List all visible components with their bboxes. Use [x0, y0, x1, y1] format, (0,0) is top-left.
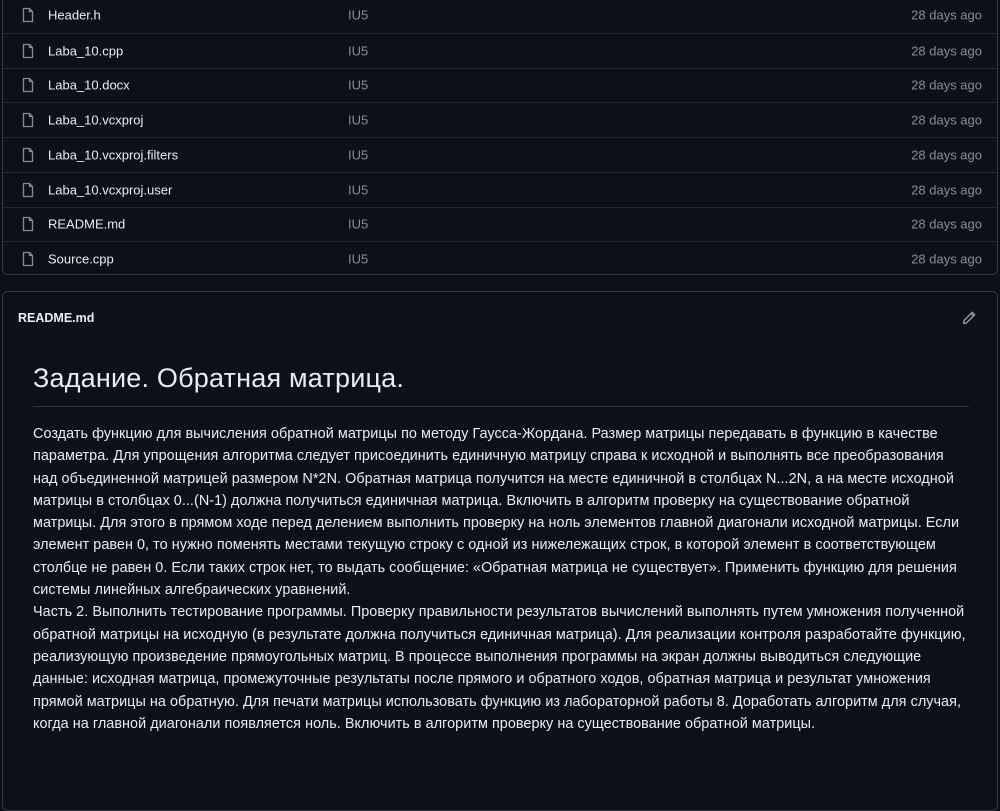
- file-row[interactable]: [3, 102, 997, 137]
- commit-message[interactable]: IU5: [348, 182, 369, 198]
- commit-age: 28 days ago: [911, 43, 982, 59]
- file-row[interactable]: [3, 0, 997, 33]
- file-name[interactable]: Header.h: [48, 7, 101, 23]
- commit-age: 28 days ago: [911, 251, 982, 267]
- commit-message[interactable]: IU5: [348, 43, 369, 59]
- file-list: [2, 0, 998, 275]
- file-icon: [20, 112, 36, 128]
- readme-panel: [2, 291, 998, 811]
- commit-age: 28 days ago: [911, 147, 982, 163]
- pencil-icon[interactable]: [961, 310, 977, 326]
- file-icon: [20, 251, 36, 267]
- commit-age: 28 days ago: [911, 216, 982, 232]
- file-row[interactable]: [3, 241, 997, 275]
- commit-message[interactable]: IU5: [348, 112, 369, 128]
- file-name[interactable]: Source.cpp: [48, 251, 114, 267]
- file-icon: [20, 147, 36, 163]
- file-name[interactable]: Laba_10.cpp: [48, 43, 124, 59]
- readme-paragraph: Создать функцию для вычисления обратной матрицы по методу Гаусса-Жордана. Размер матрицы передавать в функцию в качестве параметра. Для упрощения алгоритма следует присоединить единичную матрицу справа к исходной и выполнять все преобразования над объединенной матрицей размером N*2N. Обратная матрица получится на месте единичной в столбцах N...2N, а на месте исходной матрицы в столбцах 0...(N-1) должна получиться единичная матрица. Включить в алгоритм проверку на существование обратной матрицы. Для этого в прямом ходе перед делением выполнить проверку на ноль элементов главной диагонали исходной матрицы. Если элемент равен 0, то нужно поменять местами текущую строку с одной из нижележащих строк, в которой элемент в соответствующем столбце не равен 0. Если таких строк нет, то выдать сообщение: «Обратная матрица не существует». Применить функцию для решения системы линейных алгебраических уравнений. Часть 2. Выполнить тестирование программы. Проверку правильности результатов вычислений выполнять путем умножения полученной обратной матрицы на исходную (в результате должна получиться единичная матрица). Для реализации контроля разработайте функцию, реализующую произведение прямоугольных матриц. В процессе выполнения программы на экран должны выводиться следующие данные: исходная матрица, промежуточные результаты после прямого и обратного ходов, обратная матрица и результат умножения прямой матрицы на обратную. Для печати матрицы использовать функцию из лабораторной работы 8. Доработать алгоритм для случая, когда на главной диагонали появляется ноль. Включить в алгоритм проверку на существование обратной матрицы.: [33, 426, 966, 732]
- file-name[interactable]: Laba_10.vcxproj: [48, 112, 144, 128]
- file-name[interactable]: Laba_10.vcxproj.filters: [48, 147, 179, 163]
- file-row[interactable]: [3, 172, 997, 207]
- commit-message[interactable]: IU5: [348, 216, 369, 232]
- commit-age: 28 days ago: [911, 182, 982, 198]
- readme-title: README.md: [18, 311, 95, 325]
- commit-message[interactable]: IU5: [348, 147, 369, 163]
- commit-message[interactable]: IU5: [348, 7, 369, 23]
- file-icon: [20, 43, 36, 59]
- file-row[interactable]: [3, 68, 997, 103]
- commit-age: 28 days ago: [911, 7, 982, 23]
- commit-message[interactable]: IU5: [348, 77, 369, 93]
- commit-age: 28 days ago: [911, 112, 982, 128]
- file-name[interactable]: README.md: [48, 216, 126, 232]
- file-icon: [20, 7, 36, 23]
- file-name[interactable]: Laba_10.docx: [48, 77, 130, 93]
- commit-message[interactable]: IU5: [348, 251, 369, 267]
- readme-content: [33, 360, 969, 735]
- file-row[interactable]: [3, 137, 997, 172]
- commit-age: 28 days ago: [911, 77, 982, 93]
- file-icon: [20, 77, 36, 93]
- readme-header: [3, 292, 997, 346]
- file-icon: [20, 216, 36, 232]
- file-icon: [20, 182, 36, 198]
- file-row[interactable]: [3, 207, 997, 242]
- file-name[interactable]: Laba_10.vcxproj.user: [48, 182, 173, 198]
- file-row[interactable]: [3, 33, 997, 68]
- readme-heading: Задание. Обратная матрица.: [33, 360, 969, 407]
